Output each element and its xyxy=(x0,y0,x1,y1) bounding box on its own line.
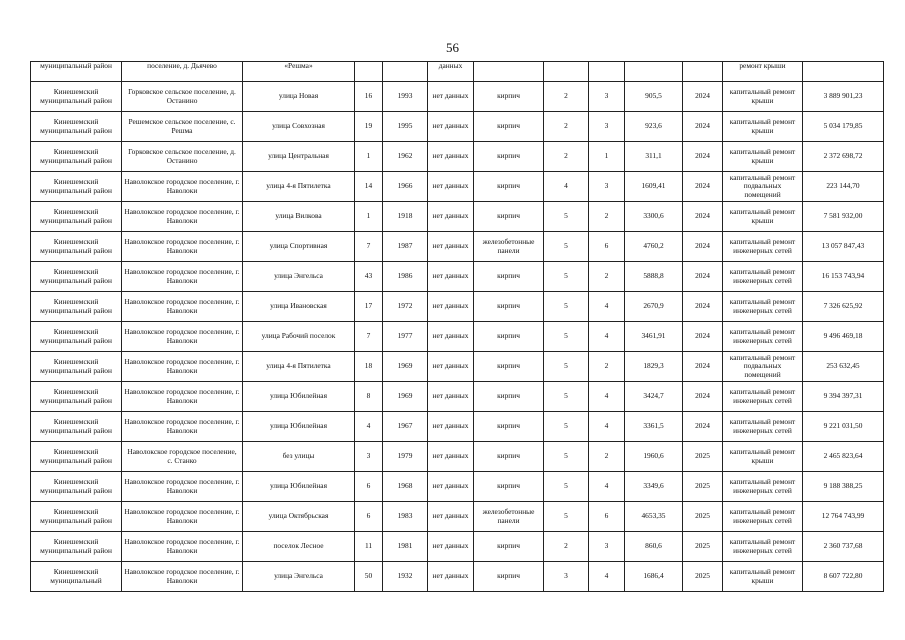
cell-settlement: Наволокское городское поселение, г. Наволоки xyxy=(122,202,243,232)
cell-area: 311,1 xyxy=(625,142,683,172)
cell-entrances: 4 xyxy=(589,412,625,442)
cell-street: улица Совхозная xyxy=(243,112,355,142)
cell-settlement: Наволокское городское поселение, г. Наволоки xyxy=(122,472,243,502)
cell-house-number: 11 xyxy=(355,532,383,562)
cell-cost: 7 581 932,00 xyxy=(803,202,884,232)
cell-cost: 13 057 847,43 xyxy=(803,232,884,262)
cell-cost: 223 144,70 xyxy=(803,172,884,202)
cell-street: улица Энгельса xyxy=(243,562,355,592)
cell-cost: 253 632,45 xyxy=(803,352,884,382)
cell-wall-material: кирпич xyxy=(474,352,544,382)
cell-plan-year: 2024 xyxy=(683,232,723,262)
cell-street: улица Ивановская xyxy=(243,292,355,322)
cell-district: Кинешемский муниципальный район xyxy=(31,172,122,202)
cell-floors: 5 xyxy=(544,442,589,472)
cell-district: Кинешемский муниципальный район xyxy=(31,82,122,112)
cell-work-type: капитальный ремонт подвальных помещений xyxy=(723,352,803,382)
cell-settlement: Решемское сельское поселение, с. Решма xyxy=(122,112,243,142)
cell-entrances: 2 xyxy=(589,352,625,382)
cell-plan-year: 2024 xyxy=(683,202,723,232)
cell-settlement: Наволокское городское поселение, г. Наволоки xyxy=(122,292,243,322)
cell-floors: 5 xyxy=(544,412,589,442)
cell-wall-material: железобетонные панели xyxy=(474,502,544,532)
cell-house-number: 16 xyxy=(355,82,383,112)
cell-area: 1960,6 xyxy=(625,442,683,472)
cell-entrances: 3 xyxy=(589,532,625,562)
cell-plan-year: 2024 xyxy=(683,262,723,292)
cell-house-number: 6 xyxy=(355,502,383,532)
cell-settlement: Наволокское городское поселение, г. Наволоки xyxy=(122,562,243,592)
cell-district: Кинешемский муниципальный район xyxy=(31,142,122,172)
cell-cost: 16 153 743,94 xyxy=(803,262,884,292)
cell-work-type: капитальный ремонт инженерных сетей xyxy=(723,232,803,262)
cell-area: 3424,7 xyxy=(625,382,683,412)
cell-settlement: Наволокское городское поселение, с. Станко xyxy=(122,442,243,472)
cell-year-built: 1983 xyxy=(383,502,428,532)
cell-cadastral: нет данных xyxy=(428,562,474,592)
cell-entrances: 3 xyxy=(589,82,625,112)
cell-work-type: капитальный ремонт подвальных помещений xyxy=(723,172,803,202)
cell-year-built: 1986 xyxy=(383,262,428,292)
cell-entrances: 4 xyxy=(589,322,625,352)
cell-area: 3300,6 xyxy=(625,202,683,232)
cell-entrances: 2 xyxy=(589,262,625,292)
cell-street: улица Центральная xyxy=(243,142,355,172)
cell-work-type: ремонт крыши xyxy=(723,62,803,82)
cell-floors: 5 xyxy=(544,502,589,532)
cell-entrances: 2 xyxy=(589,442,625,472)
table-row xyxy=(31,442,884,472)
cell-floors: 5 xyxy=(544,262,589,292)
cell-house-number: 43 xyxy=(355,262,383,292)
cell-wall-material: кирпич xyxy=(474,322,544,352)
cell-floors: 5 xyxy=(544,232,589,262)
cell-cost xyxy=(803,62,884,82)
cell-house-number: 7 xyxy=(355,232,383,262)
cell-area: 3361,5 xyxy=(625,412,683,442)
cell-work-type: капитальный ремонт инженерных сетей xyxy=(723,412,803,442)
cell-area xyxy=(625,62,683,82)
cell-street: улица Спортивная xyxy=(243,232,355,262)
cell-year-built: 1972 xyxy=(383,292,428,322)
cell-entrances: 4 xyxy=(589,562,625,592)
cell-area: 4760,2 xyxy=(625,232,683,262)
cell-floors: 2 xyxy=(544,112,589,142)
table-row xyxy=(31,472,884,502)
cell-floors: 5 xyxy=(544,472,589,502)
cell-cadastral: нет данных xyxy=(428,292,474,322)
cell-district: Кинешемский муниципальный район xyxy=(31,262,122,292)
cell-floors: 2 xyxy=(544,82,589,112)
cell-street: улица Юбилейная xyxy=(243,472,355,502)
cell-house-number: 17 xyxy=(355,292,383,322)
cell-district: Кинешемский муниципальный район xyxy=(31,472,122,502)
cell-cadastral: нет данных xyxy=(428,382,474,412)
table-row xyxy=(31,112,884,142)
cell-cadastral: нет данных xyxy=(428,232,474,262)
cell-cost: 9 394 397,31 xyxy=(803,382,884,412)
cell-street: улица Юбилейная xyxy=(243,382,355,412)
cell-area: 1829,3 xyxy=(625,352,683,382)
cell-cadastral: нет данных xyxy=(428,262,474,292)
cell-district: Кинешемский муниципальный xyxy=(31,562,122,592)
cell-year-built xyxy=(383,62,428,82)
cell-district: Кинешемский муниципальный район xyxy=(31,532,122,562)
cell-work-type: капитальный ремонт инженерных сетей xyxy=(723,472,803,502)
cell-wall-material: кирпич xyxy=(474,112,544,142)
cell-work-type: капитальный ремонт инженерных сетей xyxy=(723,382,803,412)
cell-work-type: капитальный ремонт крыши xyxy=(723,202,803,232)
table-row xyxy=(31,532,884,562)
table-row xyxy=(31,352,884,382)
cell-wall-material: кирпич xyxy=(474,142,544,172)
cell-year-built: 1977 xyxy=(383,322,428,352)
housing-register-table xyxy=(30,61,884,592)
cell-area: 905,5 xyxy=(625,82,683,112)
cell-house-number: 19 xyxy=(355,112,383,142)
cell-year-built: 1969 xyxy=(383,382,428,412)
cell-cost: 8 607 722,80 xyxy=(803,562,884,592)
cell-settlement: Наволокское городское поселение, г. Наволоки xyxy=(122,532,243,562)
cell-settlement: Наволокское городское поселение, г. Наволоки xyxy=(122,262,243,292)
cell-street: «Решма» xyxy=(243,62,355,82)
cell-wall-material: кирпич xyxy=(474,202,544,232)
cell-work-type: капитальный ремонт инженерных сетей xyxy=(723,322,803,352)
table-row xyxy=(31,142,884,172)
cell-plan-year: 2025 xyxy=(683,472,723,502)
cell-street: улица Рабочий поселок xyxy=(243,322,355,352)
cell-wall-material: кирпич xyxy=(474,82,544,112)
cell-settlement: Наволокское городское поселение, г. Наволоки xyxy=(122,412,243,442)
cell-work-type: капитальный ремонт инженерных сетей xyxy=(723,262,803,292)
cell-plan-year: 2025 xyxy=(683,442,723,472)
cell-wall-material: железобетонные панели xyxy=(474,232,544,262)
table-row xyxy=(31,62,884,82)
table-row xyxy=(31,412,884,442)
cell-floors: 3 xyxy=(544,562,589,592)
cell-plan-year: 2024 xyxy=(683,82,723,112)
table-row xyxy=(31,382,884,412)
cell-plan-year: 2024 xyxy=(683,142,723,172)
cell-area: 2670,9 xyxy=(625,292,683,322)
cell-district: Кинешемский муниципальный район xyxy=(31,322,122,352)
cell-settlement: Наволокское городское поселение, г. Наволоки xyxy=(122,172,243,202)
cell-district: Кинешемский муниципальный район xyxy=(31,112,122,142)
cell-area: 3349,6 xyxy=(625,472,683,502)
cell-district: Кинешемский муниципальный район xyxy=(31,202,122,232)
table-row xyxy=(31,172,884,202)
table-row xyxy=(31,562,884,592)
cell-floors: 5 xyxy=(544,382,589,412)
table-row xyxy=(31,202,884,232)
cell-cadastral: нет данных xyxy=(428,412,474,442)
cell-district: Кинешемский муниципальный район xyxy=(31,412,122,442)
cell-house-number: 14 xyxy=(355,172,383,202)
cell-settlement: Горковское сельское поселение, д. Останино xyxy=(122,82,243,112)
cell-wall-material: кирпич xyxy=(474,532,544,562)
cell-street: улица Октябрьская xyxy=(243,502,355,532)
cell-plan-year: 2025 xyxy=(683,502,723,532)
cell-wall-material: кирпич xyxy=(474,472,544,502)
cell-floors: 5 xyxy=(544,202,589,232)
cell-plan-year xyxy=(683,62,723,82)
cell-cadastral: нет данных xyxy=(428,202,474,232)
cell-house-number: 7 xyxy=(355,322,383,352)
cell-street: поселок Лесное xyxy=(243,532,355,562)
cell-year-built: 1995 xyxy=(383,112,428,142)
cell-work-type: капитальный ремонт крыши xyxy=(723,142,803,172)
cell-entrances: 3 xyxy=(589,172,625,202)
cell-wall-material: кирпич xyxy=(474,562,544,592)
cell-cost: 2 465 823,64 xyxy=(803,442,884,472)
cell-wall-material: кирпич xyxy=(474,442,544,472)
cell-floors: 5 xyxy=(544,322,589,352)
cell-entrances: 3 xyxy=(589,112,625,142)
cell-entrances: 4 xyxy=(589,472,625,502)
cell-area: 860,6 xyxy=(625,532,683,562)
cell-cost: 12 764 743,99 xyxy=(803,502,884,532)
cell-entrances: 6 xyxy=(589,502,625,532)
cell-district: Кинешемский муниципальный район xyxy=(31,292,122,322)
cell-floors: 2 xyxy=(544,142,589,172)
page-number: 56 xyxy=(446,40,459,55)
cell-house-number: 1 xyxy=(355,142,383,172)
cell-cost: 7 326 625,92 xyxy=(803,292,884,322)
table-row xyxy=(31,292,884,322)
table-row xyxy=(31,82,884,112)
cell-district: Кинешемский муниципальный район xyxy=(31,442,122,472)
table-row xyxy=(31,322,884,352)
cell-entrances: 6 xyxy=(589,232,625,262)
cell-work-type: капитальный ремонт инженерных сетей xyxy=(723,502,803,532)
cell-entrances: 2 xyxy=(589,202,625,232)
cell-district: Кинешемский муниципальный район xyxy=(31,382,122,412)
cell-year-built: 1932 xyxy=(383,562,428,592)
cell-cost: 2 360 737,68 xyxy=(803,532,884,562)
cell-year-built: 1993 xyxy=(383,82,428,112)
cell-cadastral: нет данных xyxy=(428,442,474,472)
cell-area: 5888,8 xyxy=(625,262,683,292)
cell-house-number: 50 xyxy=(355,562,383,592)
cell-work-type: капитальный ремонт инженерных сетей xyxy=(723,532,803,562)
cell-year-built: 1969 xyxy=(383,352,428,382)
cell-plan-year: 2024 xyxy=(683,322,723,352)
cell-street: улица Юбилейная xyxy=(243,412,355,442)
cell-entrances: 4 xyxy=(589,292,625,322)
cell-house-number: 8 xyxy=(355,382,383,412)
cell-cadastral: данных xyxy=(428,62,474,82)
cell-settlement: Горковское сельское поселение, д. Останино xyxy=(122,142,243,172)
cell-wall-material xyxy=(474,62,544,82)
table-body xyxy=(31,62,884,592)
cell-settlement: Наволокское городское поселение, г. Наволоки xyxy=(122,382,243,412)
cell-year-built: 1967 xyxy=(383,412,428,442)
cell-area: 4653,35 xyxy=(625,502,683,532)
cell-street: улица Новая xyxy=(243,82,355,112)
cell-floors: 5 xyxy=(544,352,589,382)
cell-settlement: Наволокское городское поселение, г. Наволоки xyxy=(122,232,243,262)
cell-street: улица 4-я Пятилетка xyxy=(243,352,355,382)
cell-wall-material: кирпич xyxy=(474,262,544,292)
cell-street: улица 4-я Пятилетка xyxy=(243,172,355,202)
cell-plan-year: 2024 xyxy=(683,352,723,382)
cell-year-built: 1966 xyxy=(383,172,428,202)
cell-settlement: Наволокское городское поселение, г. Наволоки xyxy=(122,502,243,532)
cell-settlement: Наволокское городское поселение, г. Наволоки xyxy=(122,352,243,382)
cell-plan-year: 2024 xyxy=(683,172,723,202)
cell-plan-year: 2025 xyxy=(683,532,723,562)
cell-entrances xyxy=(589,62,625,82)
cell-plan-year: 2024 xyxy=(683,292,723,322)
cell-year-built: 1962 xyxy=(383,142,428,172)
cell-cost: 2 372 698,72 xyxy=(803,142,884,172)
cell-wall-material: кирпич xyxy=(474,172,544,202)
cell-work-type: капитальный ремонт крыши xyxy=(723,442,803,472)
cell-district: Кинешемский муниципальный район xyxy=(31,502,122,532)
cell-cadastral: нет данных xyxy=(428,172,474,202)
cell-cost: 9 188 388,25 xyxy=(803,472,884,502)
cell-plan-year: 2024 xyxy=(683,412,723,442)
cell-cost: 9 496 469,18 xyxy=(803,322,884,352)
cell-wall-material: кирпич xyxy=(474,382,544,412)
cell-house-number: 1 xyxy=(355,202,383,232)
cell-street: улица Вилкова xyxy=(243,202,355,232)
cell-cadastral: нет данных xyxy=(428,82,474,112)
cell-area: 1609,41 xyxy=(625,172,683,202)
cell-cadastral: нет данных xyxy=(428,532,474,562)
cell-work-type: капитальный ремонт крыши xyxy=(723,112,803,142)
cell-cadastral: нет данных xyxy=(428,352,474,382)
cell-floors: 2 xyxy=(544,532,589,562)
cell-district: Кинешемский муниципальный район xyxy=(31,232,122,262)
cell-area: 1686,4 xyxy=(625,562,683,592)
cell-district: муниципальный район xyxy=(31,62,122,82)
cell-settlement: поселение, д. Дьячево xyxy=(122,62,243,82)
cell-wall-material: кирпич xyxy=(474,412,544,442)
cell-entrances: 4 xyxy=(589,382,625,412)
cell-floors xyxy=(544,62,589,82)
cell-plan-year: 2024 xyxy=(683,382,723,412)
cell-cost: 5 034 179,85 xyxy=(803,112,884,142)
cell-year-built: 1981 xyxy=(383,532,428,562)
cell-district: Кинешемский муниципальный район xyxy=(31,352,122,382)
cell-entrances: 1 xyxy=(589,142,625,172)
cell-house-number: 3 xyxy=(355,442,383,472)
cell-area: 3461,91 xyxy=(625,322,683,352)
table-row xyxy=(31,232,884,262)
cell-work-type: капитальный ремонт крыши xyxy=(723,562,803,592)
cell-cadastral: нет данных xyxy=(428,142,474,172)
cell-cadastral: нет данных xyxy=(428,322,474,352)
cell-street: улица Энгельса xyxy=(243,262,355,292)
cell-house-number: 18 xyxy=(355,352,383,382)
cell-house-number: 4 xyxy=(355,412,383,442)
cell-cost: 3 889 901,23 xyxy=(803,82,884,112)
cell-floors: 4 xyxy=(544,172,589,202)
cell-work-type: капитальный ремонт инженерных сетей xyxy=(723,292,803,322)
cell-cadastral: нет данных xyxy=(428,502,474,532)
cell-plan-year: 2025 xyxy=(683,562,723,592)
table-row xyxy=(31,262,884,292)
cell-settlement: Наволокское городское поселение, г. Наволоки xyxy=(122,322,243,352)
cell-work-type: капитальный ремонт крыши xyxy=(723,82,803,112)
cell-area: 923,6 xyxy=(625,112,683,142)
cell-year-built: 1968 xyxy=(383,472,428,502)
cell-street: без улицы xyxy=(243,442,355,472)
cell-year-built: 1987 xyxy=(383,232,428,262)
cell-cadastral: нет данных xyxy=(428,472,474,502)
cell-year-built: 1918 xyxy=(383,202,428,232)
cell-year-built: 1979 xyxy=(383,442,428,472)
cell-wall-material: кирпич xyxy=(474,292,544,322)
cell-floors: 5 xyxy=(544,292,589,322)
cell-plan-year: 2024 xyxy=(683,112,723,142)
cell-cost: 9 221 031,50 xyxy=(803,412,884,442)
cell-house-number xyxy=(355,62,383,82)
cell-cadastral: нет данных xyxy=(428,112,474,142)
cell-house-number: 6 xyxy=(355,472,383,502)
table-row xyxy=(31,502,884,532)
